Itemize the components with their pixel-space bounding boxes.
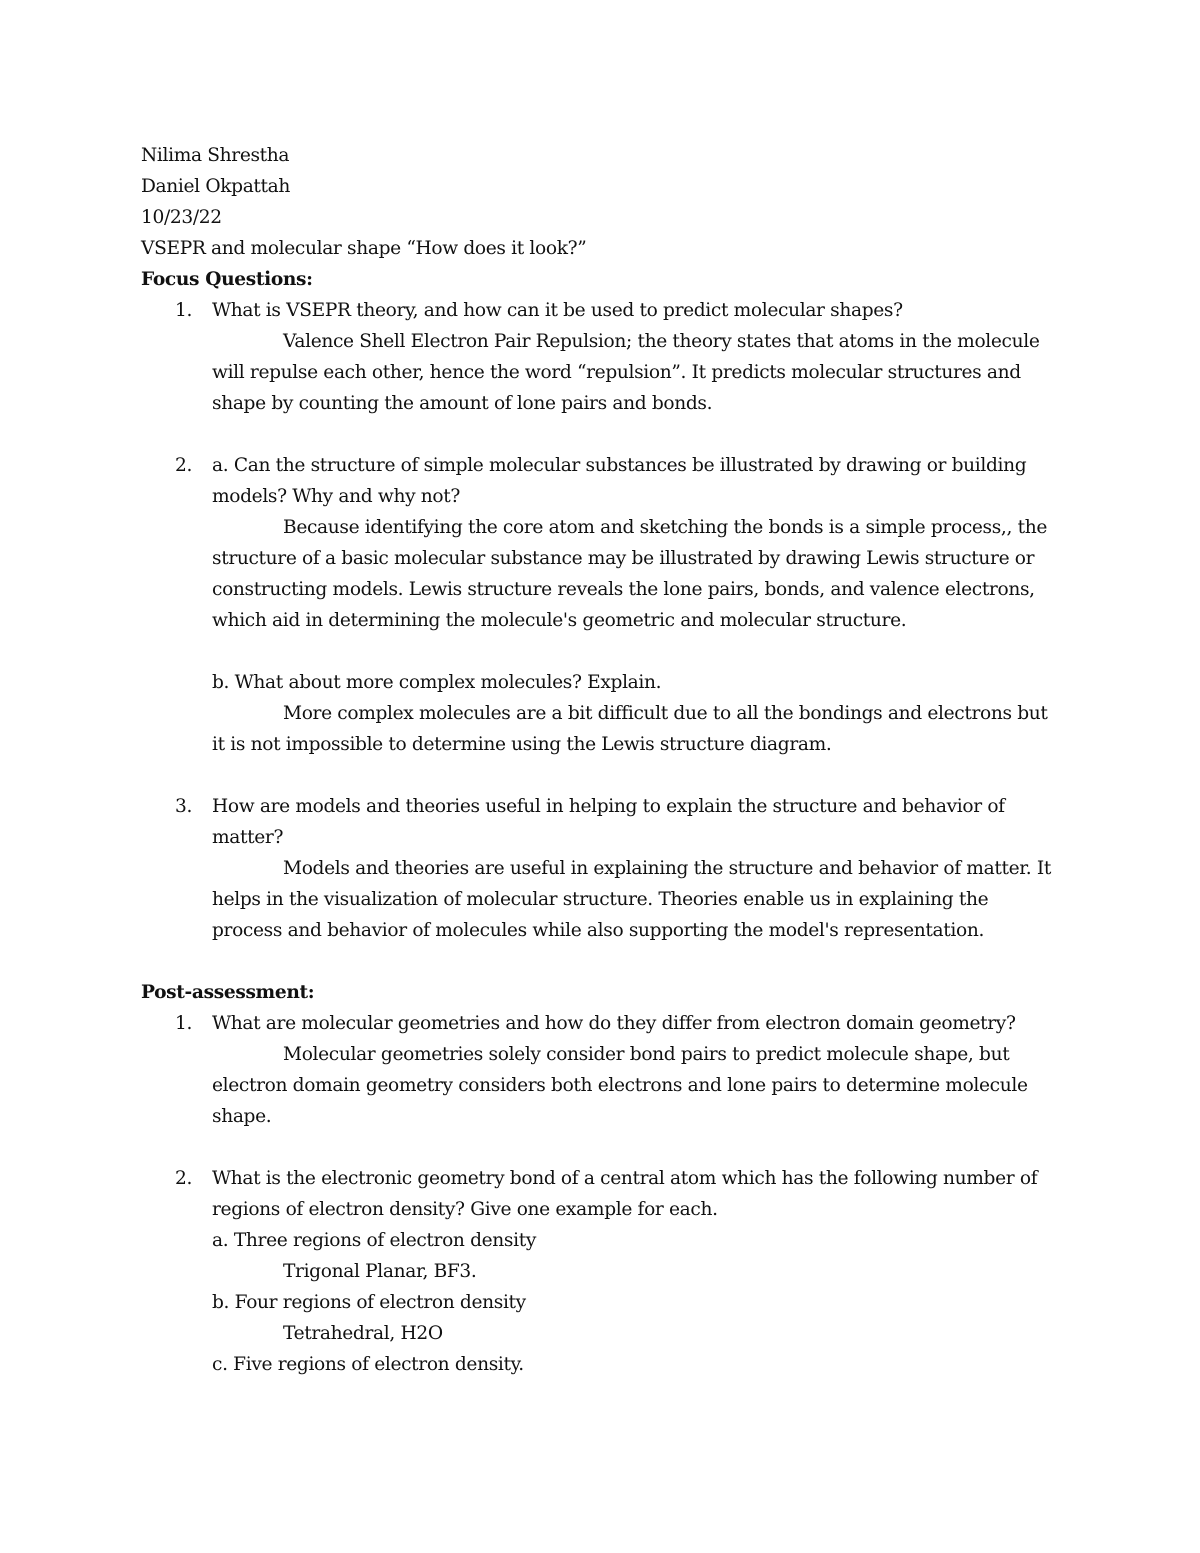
answer-text-b: More complex molecules are a bit difficult due to all the bondings and electrons but it is not impossible to determine using the Lewis structure diagram. — [212, 703, 1048, 755]
sub-answer-b: Tetrahedral, H2O — [283, 1323, 443, 1344]
question-text: What is VSEPR theory, and how can it be used to predict molecular shapes? — [212, 300, 903, 321]
focus-question-1 — [141, 295, 1061, 419]
list-number: 1. — [175, 1013, 193, 1034]
spacer — [141, 946, 1061, 977]
question-text: What is the electronic geometry bond of a central atom which has the following number of regions of electron density? Give one example for each. — [212, 1168, 1038, 1220]
sub-question-c: c. Five regions of electron density. — [212, 1354, 524, 1375]
question-text: What are molecular geometries and how do they differ from electron domain geometry? — [212, 1013, 1016, 1034]
question-text-a: a. Can the structure of simple molecular substances be illustrated by drawing or building models? Why and why not? — [212, 455, 1027, 507]
list-number: 2. — [175, 455, 193, 476]
focus-question-3 — [141, 791, 1061, 946]
list-number: 3. — [175, 796, 193, 817]
date: 10/23/22 — [141, 207, 222, 228]
spacer — [212, 636, 1061, 667]
question-text-b: b. What about more complex molecules? Explain. — [212, 672, 662, 693]
answer-text-a: Because identifying the core atom and sketching the bonds is a simple process,, the structure of a basic molecular substance may be illustrated by drawing Lewis structure or constructing models. Lewis structure reveals the lone pairs, bonds, and valence electrons, which aid in determining the molecule's geometric and molecular structure. — [212, 517, 1047, 631]
answer-text: Molecular geometries solely consider bond pairs to predict molecule shape, but electron domain geometry considers both electrons and lone pairs to determine molecule shape. — [212, 1044, 1028, 1127]
answer-text: Valence Shell Electron Pair Repulsion; the theory states that atoms in the molecule will repulse each other, hence the word “repulsion”. It predicts molecular structures and shape by counting the amount of lone pairs and bonds. — [212, 331, 1040, 414]
focus-question-2 — [141, 450, 1061, 760]
question-text: How are models and theories useful in helping to explain the structure and behavior of matter? — [212, 796, 1005, 848]
post-assessment-heading: Post-assessment: — [141, 982, 315, 1003]
spacer — [141, 760, 1061, 791]
post-question-2 — [141, 1163, 1061, 1380]
list-number: 2. — [175, 1168, 193, 1189]
answer-text: Models and theories are useful in explaining the structure and behavior of matter. It helps in the visualization of molecular structure. Theories enable us in explaining the process and behavior of molecules while also supporting the model's representation. — [212, 858, 1051, 941]
student-name: Nilima Shrestha — [141, 145, 290, 166]
document-body — [141, 140, 1061, 1380]
focus-questions-heading: Focus Questions: — [141, 269, 313, 290]
teacher-name: Daniel Okpattah — [141, 176, 291, 197]
assignment-title: VSEPR and molecular shape “How does it look?” — [141, 238, 587, 259]
sub-question-b: b. Four regions of electron density — [212, 1292, 526, 1313]
spacer — [141, 1132, 1061, 1163]
post-question-1 — [141, 1008, 1061, 1132]
sub-answer-a: Trigonal Planar, BF3. — [283, 1261, 477, 1282]
sub-question-a: a. Three regions of electron density — [212, 1230, 536, 1251]
list-number: 1. — [175, 300, 193, 321]
spacer — [141, 419, 1061, 450]
